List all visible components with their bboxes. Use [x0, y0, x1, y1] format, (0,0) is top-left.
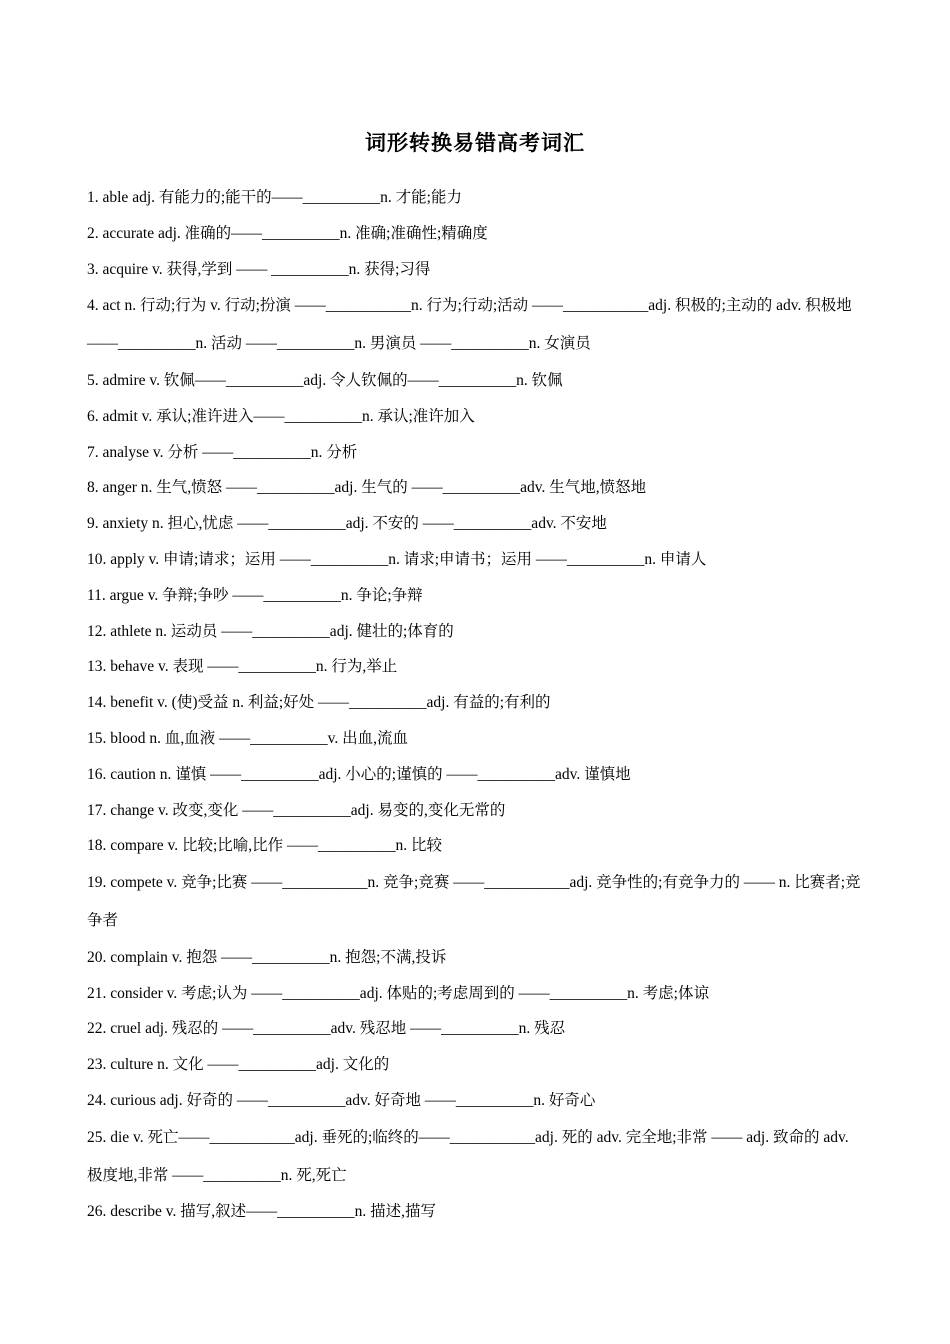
- vocab-entry-22: 22. cruel adj. 残忍的 ——__________adv. 残忍地 ——__________n. 残忍: [87, 1020, 566, 1038]
- vocab-entry-14: 14. benefit v. (使)受益 n. 利益;好处 ——__________adj. 有益的;有利的: [87, 694, 551, 712]
- vocab-entry-9: 9. anxiety n. 担心,忧虑 ——__________adj. 不安的 ——__________adv. 不安地: [87, 515, 607, 533]
- vocab-entry-4: 4. act n. 行动;行为 v. 行动;扮演 ——___________n. 行为;行动;活动 ——___________adj. 积极的;主动的 adv. 积极地 ——__________n. 活动 ——__________n. 男演员 ——__________n. 女演员: [87, 297, 852, 353]
- vocab-entry-6: 6. admit v. 承认;准许进入——__________n. 承认;准许加入: [87, 407, 475, 425]
- vocab-entry-24: 24. curious adj. 好奇的 ——__________adv. 好奇地 ——__________n. 好奇心: [87, 1091, 596, 1109]
- vocab-entry-3: 3. acquire v. 获得,学到 —— __________n. 获得;习得: [87, 260, 431, 278]
- vocab-entry-25: 25. die v. 死亡——___________adj. 垂死的;临终的——___________adj. 死的 adv. 完全地;非常 —— adj. 致命的 adv. 极度地,非常 ——__________n. 死,死亡: [87, 1128, 849, 1184]
- vocab-entry-1: 1. able adj. 有能力的;能干的——__________n. 才能;能力: [87, 189, 462, 206]
- vocab-entry-19: 19. compete v. 竞争;比赛 ——___________n. 竞争;竞赛 ——___________adj. 竞争性的;有竞争力的 —— n. 比赛者;竞争者: [87, 874, 861, 929]
- vocab-entry-11: 11. argue v. 争辩;争吵 ——__________n. 争论;争辩: [87, 586, 423, 604]
- vocab-entry-17: 17. change v. 改变,变化 ——__________adj. 易变的,变化无常的: [87, 801, 506, 819]
- vocab-entry-12: 12. athlete n. 运动员 ——__________adj. 健壮的;体育的: [87, 622, 454, 640]
- vocab-entry-13: 13. behave v. 表现 ——__________n. 行为,举止: [87, 658, 398, 676]
- vocabulary-list: [87, 180, 867, 1230]
- vocab-entry-10: 10. apply v. 申请;请求；运用 ——__________n. 请求;申请书；运用 ——__________n. 申请人: [87, 550, 707, 568]
- vocab-entry-7: 7. analyse v. 分析 ——__________n. 分析: [87, 443, 358, 461]
- vocab-entry-18: 18. compare v. 比较;比喻,比作 ——__________n. 比较: [87, 837, 443, 855]
- vocab-entry-26: 26. describe v. 描写,叙述——__________n. 描述,描写: [87, 1203, 437, 1221]
- vocab-entry-15: 15. blood n. 血,血液 ——__________v. 出血,流血: [87, 729, 409, 747]
- vocab-entry-2: 2. accurate adj. 准确的——__________n. 准确;准确性;精确度: [87, 224, 488, 242]
- vocab-entry-16: 16. caution n. 谨慎 ——__________adj. 小心的;谨慎的 ——__________adv. 谨慎地: [87, 765, 631, 783]
- vocab-entry-23: 23. culture n. 文化 ——__________adj. 文化的: [87, 1056, 390, 1074]
- page-title: 词形转换易错高考词汇: [365, 131, 585, 155]
- vocab-entry-20: 20. complain v. 抱怨 ——__________n. 抱怨;不满,投诉: [87, 948, 447, 966]
- vocab-entry-21: 21. consider v. 考虑;认为 ——__________adj. 体贴的;考虑周到的 ——__________n. 考虑;体谅: [87, 984, 709, 1002]
- vocab-entry-5: 5. admire v. 钦佩——__________adj. 令人钦佩的——__________n. 钦佩: [87, 371, 563, 389]
- vocab-entry-8: 8. anger n. 生气,愤怒 ——__________adj. 生气的 ——__________adv. 生气地,愤怒地: [87, 479, 647, 497]
